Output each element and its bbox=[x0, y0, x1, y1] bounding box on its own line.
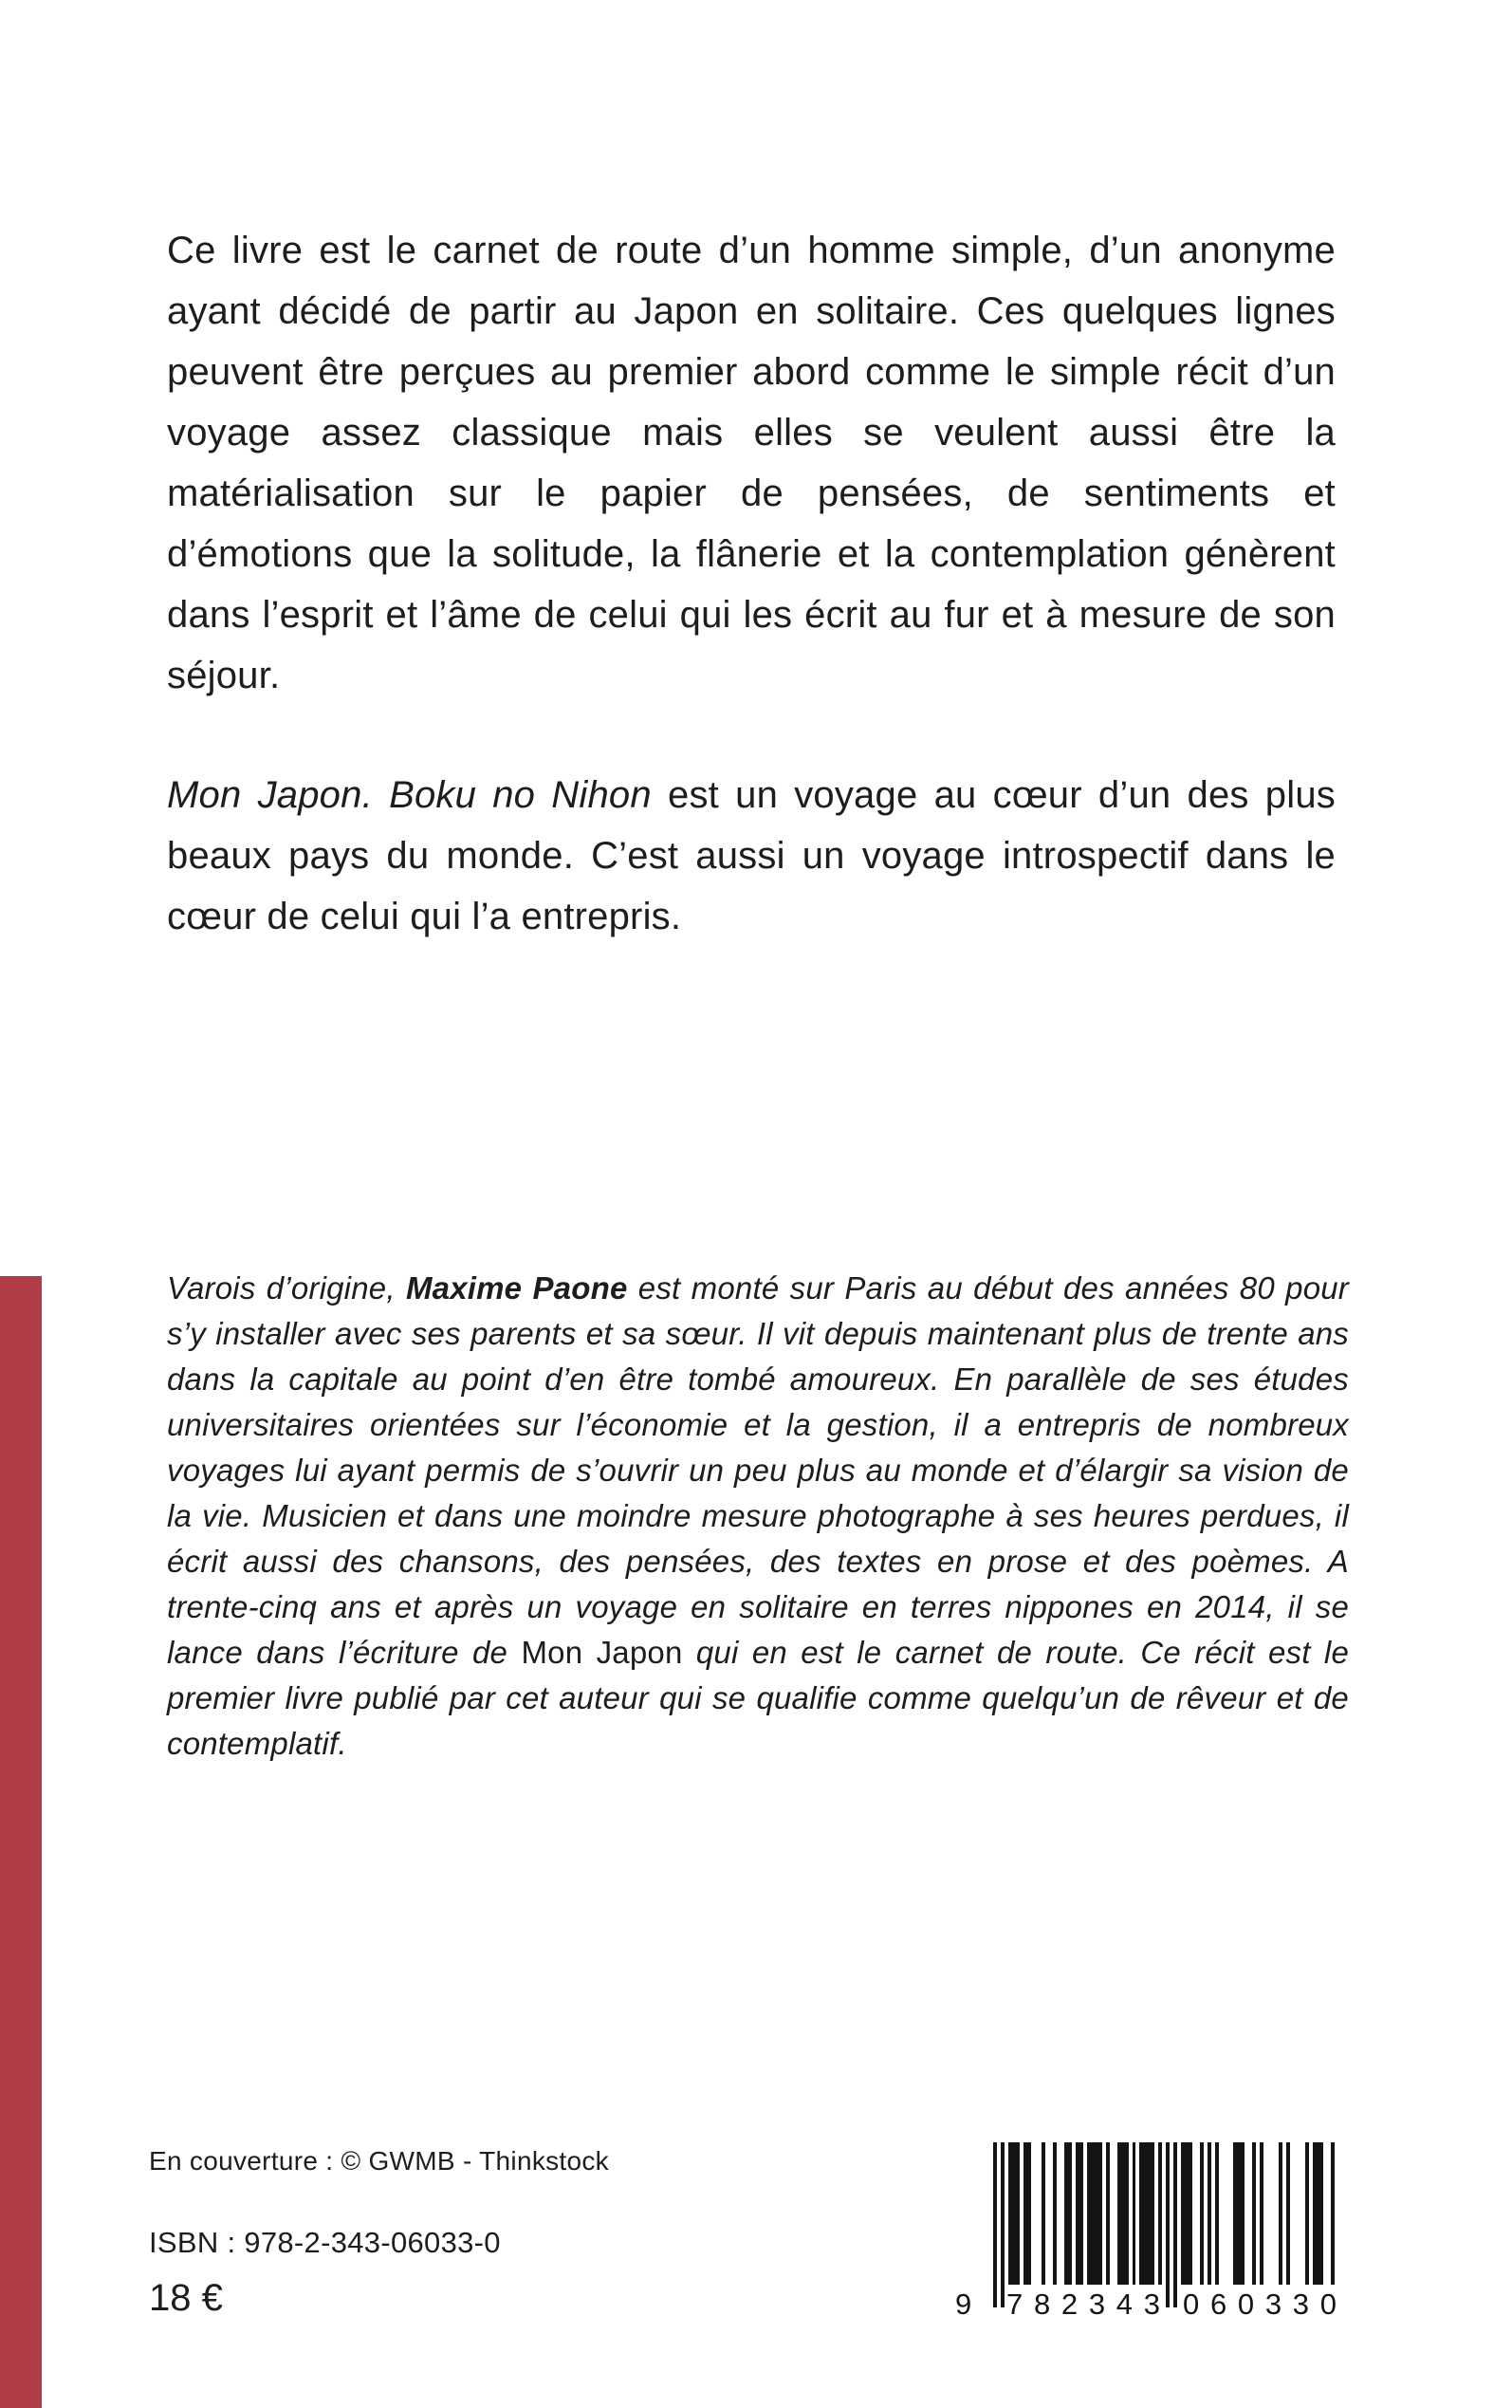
synopsis-paragraph-1: Ce livre est le carnet de route d’un homme simple, d’un anonyme ayant décidé de partir au Japon en solitaire. Ces quelques lignes peuvent être perçues au premier abord comme le simple récit d’un voyage assez classique mais elles se veulent aussi être la matérialisation sur le papier de pensées, de sentiments et d’émotions que la solitude, la flânerie et la contemplation génèrent dans l’esprit et l’âme de celui qui les écrit au fur et à mesure de son séjour. bbox=[167, 230, 1336, 696]
barcode-bar bbox=[1313, 2142, 1324, 2285]
barcode-digit: 3 bbox=[1292, 2288, 1309, 2321]
barcode-digit: 0 bbox=[1319, 2288, 1337, 2321]
synopsis-block bbox=[167, 220, 1336, 947]
barcode-bar bbox=[1252, 2142, 1256, 2285]
synopsis-paragraph-2 bbox=[167, 765, 1336, 947]
book-title-text: Mon Japon. Boku no Nihon bbox=[167, 774, 652, 816]
author-bio bbox=[167, 1266, 1349, 1767]
bio-end-text: qui en est le carnet de route. Ce récit est le premier livre publié par cet auteur qui se qualifie comme quelqu’un de rêveur et de contemplatif. bbox=[167, 1635, 1350, 1761]
barcode-bar bbox=[1233, 2142, 1245, 2285]
barcode-digit: 7 bbox=[1006, 2288, 1023, 2321]
price: 18 € bbox=[149, 2277, 223, 2319]
barcode-left-digit: 9 bbox=[955, 2288, 972, 2321]
barcode-bar bbox=[1117, 2142, 1129, 2285]
barcode-bar bbox=[1181, 2142, 1192, 2285]
synopsis-paragraph-2-text: est un voyage au cœur d’un des plus beaux pays du monde. C’est aussi un voyage introspectif dans le cœur de celui qui l’a entrepris. bbox=[167, 774, 1336, 937]
barcode-digit: 0 bbox=[1237, 2288, 1255, 2321]
barcode-digit: 3 bbox=[1264, 2288, 1282, 2321]
barcode-bar bbox=[1158, 2142, 1162, 2285]
barcode-digit: 8 bbox=[1033, 2288, 1051, 2321]
barcode-bar bbox=[1139, 2142, 1154, 2285]
barcode-bar bbox=[1173, 2142, 1177, 2307]
ean-barcode bbox=[955, 2142, 1351, 2323]
barcode-bar bbox=[1331, 2142, 1335, 2285]
barcode-digit: 3 bbox=[1088, 2288, 1106, 2321]
barcode-digit: 2 bbox=[1060, 2288, 1079, 2321]
barcode-bars bbox=[993, 2142, 1351, 2307]
barcode-digit: 3 bbox=[1143, 2288, 1160, 2321]
spine-accent-stripe bbox=[0, 1276, 42, 2408]
barcode-bar bbox=[1008, 2142, 1020, 2285]
barcode-bar bbox=[1279, 2142, 1282, 2285]
barcode-bar bbox=[1166, 2142, 1170, 2307]
barcode-bar bbox=[1260, 2142, 1263, 2285]
barcode-bar bbox=[1200, 2142, 1204, 2285]
barcode-bar bbox=[1215, 2142, 1219, 2285]
barcode-bar bbox=[1133, 2142, 1136, 2285]
bio-middle-text: est monté sur Paris au début des années 80 pour s’y installer avec ses parents et sa sœur. Il vit depuis maintenant plus de trente ans dans la capitale au point d’en être tombé amoureux. En parallèle de ses études universitaires orientées sur l’économie et la gestion, il a entrepris de nombreux voyages lui ayant permis de s’ouvrir un peu plus au monde et d’élargir sa vision de la vie. Musicien et dans une moindre mesure photographe à ses heures perdues, il écrit aussi des chansons, des pensées, des textes en prose et des poèmes. A trente-cinq ans et après un voyage en solitaire en terres nippones en 2014, il se lance dans l’écriture de bbox=[167, 1270, 1349, 1670]
barcode-digit: 6 bbox=[1209, 2288, 1227, 2321]
barcode-bar bbox=[1053, 2142, 1057, 2285]
author-name: Maxime Paone bbox=[405, 1270, 628, 1306]
barcode-bar bbox=[1286, 2142, 1290, 2285]
barcode-group-1 bbox=[1006, 2287, 1160, 2323]
barcode-bar bbox=[1023, 2142, 1031, 2285]
barcode-bar bbox=[1064, 2142, 1072, 2285]
bio-book-title: Mon Japon bbox=[521, 1635, 683, 1670]
barcode-bar bbox=[993, 2142, 997, 2307]
barcode-bar bbox=[1106, 2142, 1110, 2285]
barcode-bar bbox=[1001, 2142, 1005, 2307]
barcode-bar bbox=[1087, 2142, 1102, 2285]
barcode-digit: 0 bbox=[1183, 2288, 1200, 2321]
barcode-bar bbox=[1305, 2142, 1309, 2285]
barcode-group-2 bbox=[1183, 2287, 1337, 2323]
barcode-bar bbox=[1208, 2142, 1211, 2285]
bio-intro-text: Varois d’origine, bbox=[167, 1270, 406, 1306]
isbn: ISBN : 978-2-343-06033-0 bbox=[149, 2226, 501, 2259]
barcode-bar bbox=[1042, 2142, 1045, 2285]
barcode-digit: 4 bbox=[1116, 2288, 1133, 2321]
cover-credit: En couverture : © GWMB - Thinkstock bbox=[149, 2146, 609, 2176]
barcode-bar bbox=[1076, 2142, 1083, 2285]
